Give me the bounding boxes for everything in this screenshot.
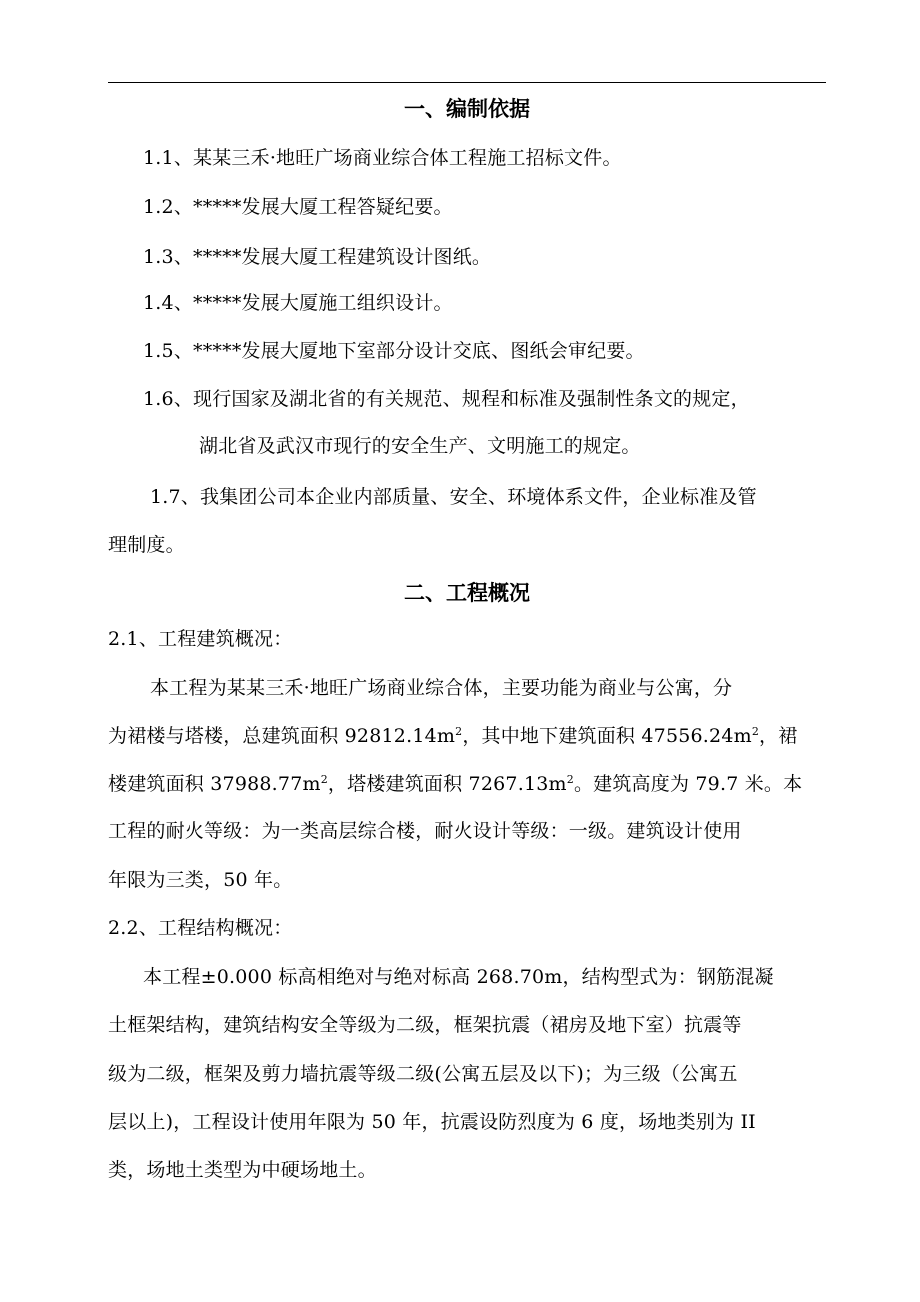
area-tower: ，塔楼建筑面积 7267.13m — [327, 773, 567, 795]
item-1-6-cont: 湖北省及武汉市现行的安全生产、文明施工的规定。 — [199, 435, 641, 457]
section-1-title: 一、编制依据 — [404, 97, 530, 121]
item-1-6: 1.6、现行国家及湖北省的有关规范、规程和标准及强制性条文的规定， — [143, 388, 750, 410]
item-1-2: 1.2、*****发展大厦工程答疑纪要。 — [143, 196, 453, 218]
item-1-5: 1.5、*****发展大厦地下室部分设计交底、图纸会审纪要。 — [143, 340, 645, 362]
para-2-2-line-1: 本工程±0.000 标高相绝对与绝对标高 268.70m，结构型式为：钢筋混凝 — [143, 966, 774, 988]
para-2-2-line-5: 类，场地土类型为中硬场地土。 — [108, 1159, 377, 1181]
height-text: 。建筑高度为 79.7 米。本 — [573, 773, 803, 795]
para-2-1-line-2 — [108, 722, 797, 750]
item-1-1: 1.1、某某三禾·地旺广场商业综合体工程施工招标文件。 — [143, 147, 622, 169]
sup-1: 2 — [455, 725, 463, 738]
item-1-3: 1.3、*****发展大厦工程建筑设计图纸。 — [143, 246, 492, 268]
text-fragment: ，裙 — [759, 725, 798, 747]
para-2-1-line-1: 本工程为某某三禾·地旺广场商业综合体，主要功能为商业与公寓，分 — [150, 677, 733, 699]
para-2-1-line-3 — [108, 770, 802, 798]
sup-3: 2 — [320, 773, 328, 786]
area-podium: 楼建筑面积 37988.77m — [108, 773, 321, 795]
para-2-1-line-4: 工程的耐火等级：为一类高层综合楼，耐火设计等级：一级。建筑设计使用 — [108, 820, 742, 842]
para-2-2-line-4: 层以上)，工程设计使用年限为 50 年，抗震设防烈度为 6 度，场地类别为 II — [108, 1111, 756, 1133]
sub-2-1-title: 2.1、工程建筑概况： — [108, 628, 293, 650]
para-2-2-line-2: 土框架结构，建筑结构安全等级为二级，框架抗震（裙房及地下室）抗震等 — [108, 1014, 742, 1036]
sup-2: 2 — [751, 725, 760, 738]
item-1-7-cont: 理制度。 — [108, 534, 185, 556]
area-total: 为裙楼与塔楼，总建筑面积 92812.14m — [108, 725, 456, 747]
sub-2-2-title: 2.2、工程结构概况： — [108, 917, 293, 939]
sup-4: 2 — [566, 773, 574, 786]
section-2-title: 二、工程概况 — [404, 581, 530, 605]
item-1-7: 1.7、我集团公司本企业内部质量、安全、环境体系文件，企业标准及管 — [150, 486, 757, 508]
para-2-1-line-5: 年限为三类，50 年。 — [108, 869, 293, 891]
header-rule — [108, 82, 826, 83]
area-underground: ，其中地下建筑面积 47556.24m — [462, 725, 752, 747]
para-2-2-line-3: 级为二级，框架及剪力墙抗震等级二级(公寓五层及以下)；为三级（公寓五 — [108, 1063, 738, 1085]
item-1-4: 1.4、*****发展大厦施工组织设计。 — [143, 292, 453, 314]
